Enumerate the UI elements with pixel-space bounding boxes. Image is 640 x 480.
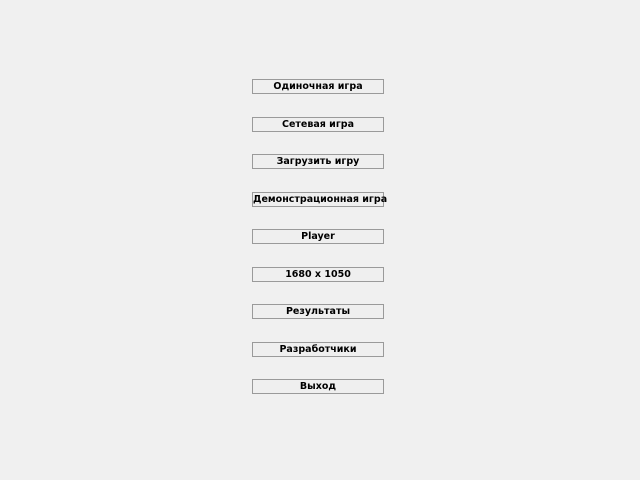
load-game-button[interactable]: Загрузить игру: [252, 154, 384, 169]
developers-button[interactable]: Разработчики: [252, 342, 384, 357]
single-player-button[interactable]: Одиночная игра: [252, 79, 384, 94]
resolution-button[interactable]: 1680 x 1050: [252, 267, 384, 282]
exit-button[interactable]: Выход: [252, 379, 384, 394]
network-game-button[interactable]: Сетевая игра: [252, 117, 384, 132]
main-menu: [252, 79, 388, 394]
player-name-button[interactable]: Player: [252, 229, 384, 244]
results-button[interactable]: Результаты: [252, 304, 384, 319]
demo-game-button[interactable]: Демонстрационная игра: [253, 193, 388, 205]
